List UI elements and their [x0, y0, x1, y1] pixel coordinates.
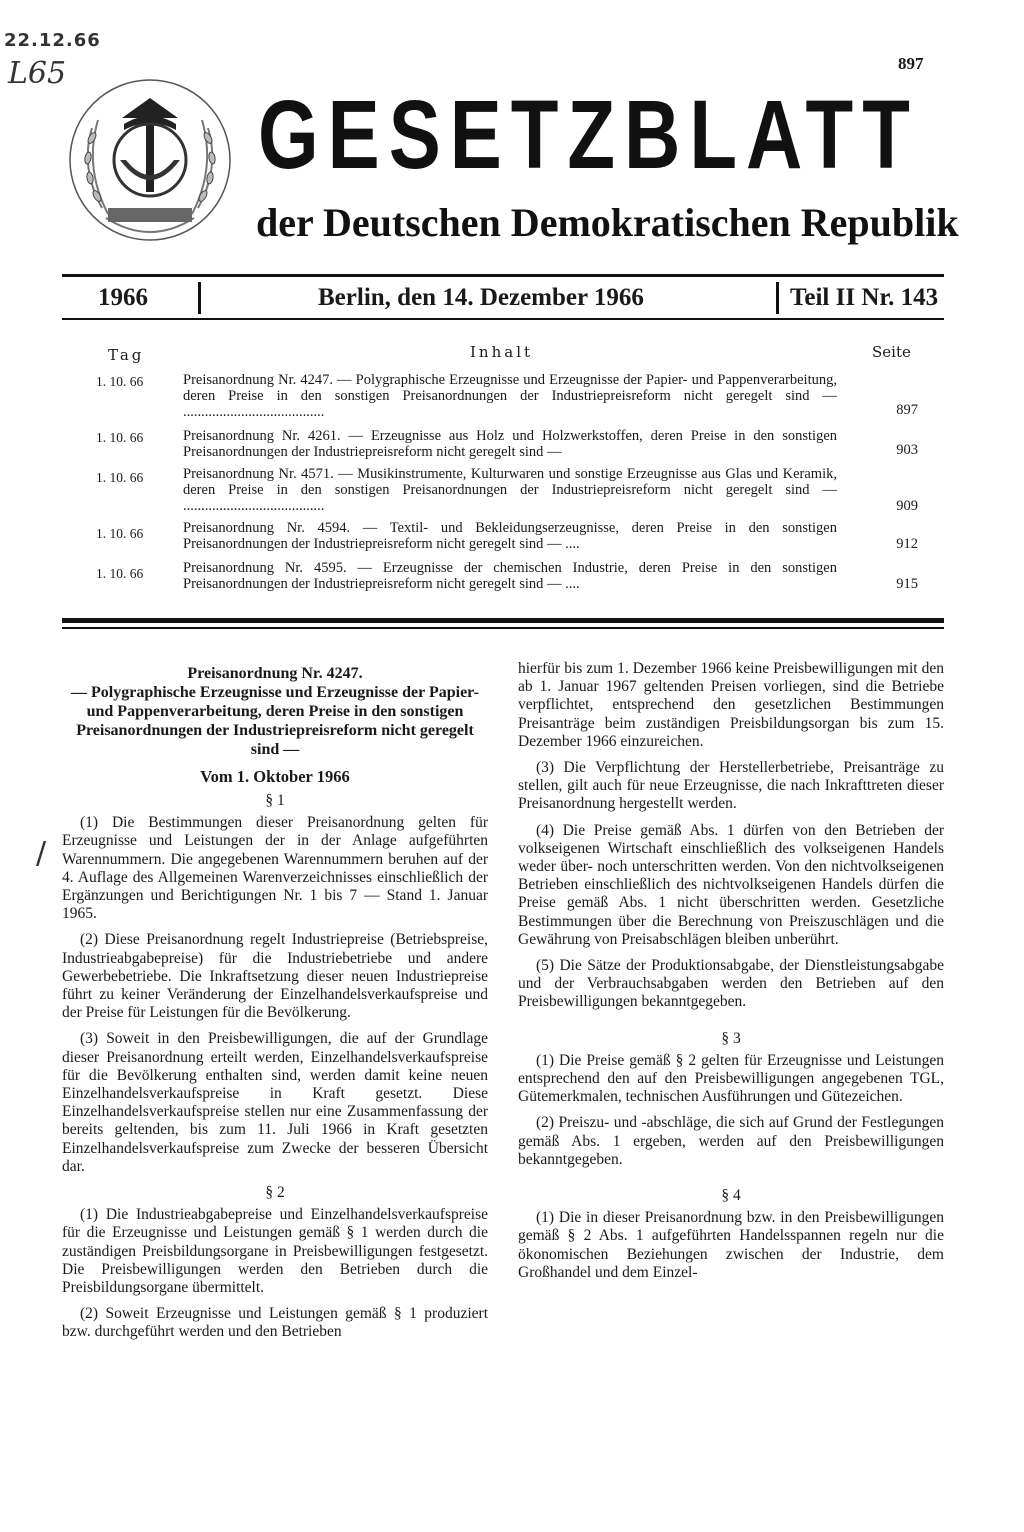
- masthead-title: GESETZBLATT: [258, 79, 919, 190]
- margin-slash-mark: /: [36, 836, 47, 871]
- issue-part-number: Teil II Nr. 143: [790, 284, 939, 311]
- toc-entry-text: Preisanordnung Nr. 4571. — Musikinstrumente, Kulturwaren und sonstige Erzeugnisse aus Glas und Keramik, deren Preise in den sonstigen Preisanordnungen der Industriepreisreform nicht geregelt sind — .......................................: [183, 466, 837, 514]
- section-3-para-1: (1) Die Preise gemäß § 2 gelten für Erzeugnisse und Leistungen entsprechend den auf den Preisbewilligungen angegebenen TGL, Gütemerkmalen, technischen Ausführungen und Gütezeichen.: [518, 1051, 944, 1106]
- toc-col-date: Tag: [108, 346, 145, 364]
- toc-entry-text: Preisanordnung Nr. 4261. — Erzeugnisse aus Holz und Holzwerkstoffen, deren Preise in den sonstigen Preisanordnungen der Industriepreisreform nicht geregelt sind —: [183, 428, 837, 460]
- section-2-para-2-continued: hierfür bis zum 1. Dezember 1966 keine Preisbewilligungen mit den ab 1. Januar 1967 geltenden Preisen vorliegen, sind die Betriebe verpflichtet, entsprechend den gesetzlichen Bestimmungen Preisanträge beim zuständigen Preisbildungsorgan bis zum 15. Dezember 1966 einzureichen.: [518, 660, 944, 750]
- handwritten-number: L65: [8, 56, 67, 91]
- toc-entry-text: Preisanordnung Nr. 4594. — Textil- und Bekleidungserzeugnisse, deren Preise in den sonstigen Preisanordnungen der Industriepreisreform nicht geregelt sind — ....: [183, 520, 837, 552]
- toc-col-page: Seite: [872, 343, 911, 361]
- toc-page: 897: [896, 402, 918, 418]
- section-1-para-2: (2) Diese Preisanordnung regelt Industriepreise (Betriebspreise, Industrieabgabepreise) für die Industriebetriebe und andere Gewerbebetriebe. Die Inkraftsetzung dieser neuen Industriepreise führt zu keiner Veränderung der Einzelhandelsverkaufspreise und der Preise für Leistungen für die Bevölkerung.: [62, 931, 488, 1022]
- article-date: Vom 1. Oktober 1966: [200, 767, 350, 786]
- toc-page: 909: [896, 498, 918, 514]
- header-rule-bottom: [62, 318, 944, 320]
- toc-col-title: Inhalt: [470, 343, 534, 361]
- issue-year: 1966: [98, 284, 148, 311]
- article-subtitle: — Polygraphische Erzeugnisse und Erzeugnisse der Papier- und Pappenverarbeitung, deren Preise in den sonstigen Preisanordnungen der Industriepreisreform nicht geregelt sind —: [71, 684, 479, 758]
- section-1-para-1: (1) Die Bestimmungen dieser Preisanordnung gelten für Erzeugnisse und Leistungen der in der Anlage aufgeführten Warennummern. Die angegebenen Warennummern beruhen auf der 4. Auflage des Allgemeinen Warenverzeichnisses einschließlich der Ergänzungen und Berichtigungen Nr. 1 bis 7 — Stand 1. Januar 1965.: [62, 814, 488, 923]
- header-divider-right: [776, 282, 779, 314]
- toc-page: 912: [896, 536, 918, 552]
- article-column-right: [518, 660, 944, 1290]
- toc-rule-thick: [62, 618, 944, 623]
- section-3-heading: § 3: [721, 1029, 741, 1047]
- article-column-left: [62, 664, 488, 1350]
- toc-rule-thin: [62, 627, 944, 629]
- section-2-para-3: (3) Die Verpflichtung der Herstellerbetriebe, Preisanträge zu stellen, gilt auch für neue Erzeugnisse, die nach Inkrafttreten dieser Preisanordnung hergestellt werden.: [518, 759, 944, 813]
- issue-place-date: Berlin, den 14. Dezember 1966: [318, 284, 644, 311]
- section-2-para-2-start: (2) Soweit Erzeugnisse und Leistungen gemäß § 1 produziert bzw. durchgeführt werden und den Betrieben: [62, 1305, 488, 1341]
- section-2-para-4: (4) Die Preise gemäß Abs. 1 dürfen von den Betrieben der volkseigenen Wirtschaft einschließlich des volkseigenen Handels weder über- noch unterschritten werden. Von den nichtvolkseigenen Betrieben einschließlich des nichtvolkseigenen Handels dürfen die Preise gemäß Abs. 1 nicht überschritten werden. Gesetzliche Bestimmungen über die Berechnung von Preiszuschlägen und die Gewährung von Preisabschlägen bleiben unberührt.: [518, 821, 944, 948]
- toc-entry-text: Preisanordnung Nr. 4595. — Erzeugnisse der chemischen Industrie, deren Preise in den sonstigen Preisanordnungen der Industriepreisreform nicht geregelt sind — ....: [183, 560, 837, 592]
- section-3-para-2: (2) Preiszu- und -abschläge, die sich auf Grund der Festlegungen gemäß Abs. 1 ergeben, werden auf den Preisbewilligungen bekanntgegeben.: [518, 1114, 944, 1168]
- date-stamp: 22.12.66: [4, 30, 101, 51]
- toc-date: 1. 10. 66: [96, 566, 144, 581]
- section-2-heading: § 2: [265, 1184, 285, 1202]
- toc-date: 1. 10. 66: [96, 526, 144, 541]
- ddr-emblem-icon: [62, 68, 238, 258]
- section-4-heading: § 4: [721, 1187, 741, 1205]
- header-divider-left: [198, 282, 201, 314]
- toc-date: 1. 10. 66: [96, 470, 144, 485]
- page-number: 897: [898, 54, 924, 73]
- section-1-heading: § 1: [265, 792, 285, 809]
- masthead-subtitle: der Deutschen Demokratischen Republik: [256, 200, 959, 245]
- section-1-para-3: (3) Soweit in den Preisbewilligungen, die auf der Grundlage dieser Preisanordnung erteilt werden, Einzelhandelsverkaufspreise für die Bevölkerung enthalten sind, werden damit keine neuen Einzelhandelsverkaufspreise in Kraft gesetzt. Diese Einzelhandelsverkaufspreise stellen nur eine Zusammenfassung der bereits geltenden, bis zum 11. Juli 1966 in Kraft gesetzten Einzelhandelsverkaufspreise zum Zwecke der besseren Übersicht dar.: [62, 1030, 488, 1175]
- section-2-para-1: (1) Die Industrieabgabepreise und Einzelhandelsverkaufspreise für die Erzeugnisse und Leistungen gemäß § 1 werden durch die zuständigen Preisbildungsorgane in Preisbewilligungen festgesetzt. Die Preisbewilligungen werden den Betrieben durch die Preisbildungsorgane übermittelt.: [62, 1206, 488, 1297]
- toc-page: 903: [896, 442, 918, 458]
- toc-date: 1. 10. 66: [96, 430, 144, 445]
- toc-date: 1. 10. 66: [96, 374, 144, 389]
- article-title: Preisanordnung Nr. 4247.: [187, 665, 363, 682]
- section-2-para-5: (5) Die Sätze der Produktionsabgabe, der Dienstleistungsabgabe und der Verbrauchsabgaben werden den Betrieben auf den Preisbewilligungen bekanntgegeben.: [518, 957, 944, 1011]
- section-4-para-1: (1) Die in dieser Preisanordnung bzw. in den Preisbewilligungen gemäß § 2 Abs. 1 aufgeführten Handelsspannen regeln nur die ökonomischen Beziehungen zwischen der Industrie, dem Großhandel und dem Einzel-: [518, 1209, 944, 1281]
- header-rule-top: [62, 274, 944, 277]
- toc-page: 915: [896, 576, 918, 592]
- toc-entry-text: Preisanordnung Nr. 4247. — Polygraphische Erzeugnisse und Erzeugnisse der Papier- und Pappenverarbeitung, deren Preise in den sonstigen Preisanordnungen der Industriepreisreform nicht geregelt sind — .......................................: [183, 372, 837, 420]
